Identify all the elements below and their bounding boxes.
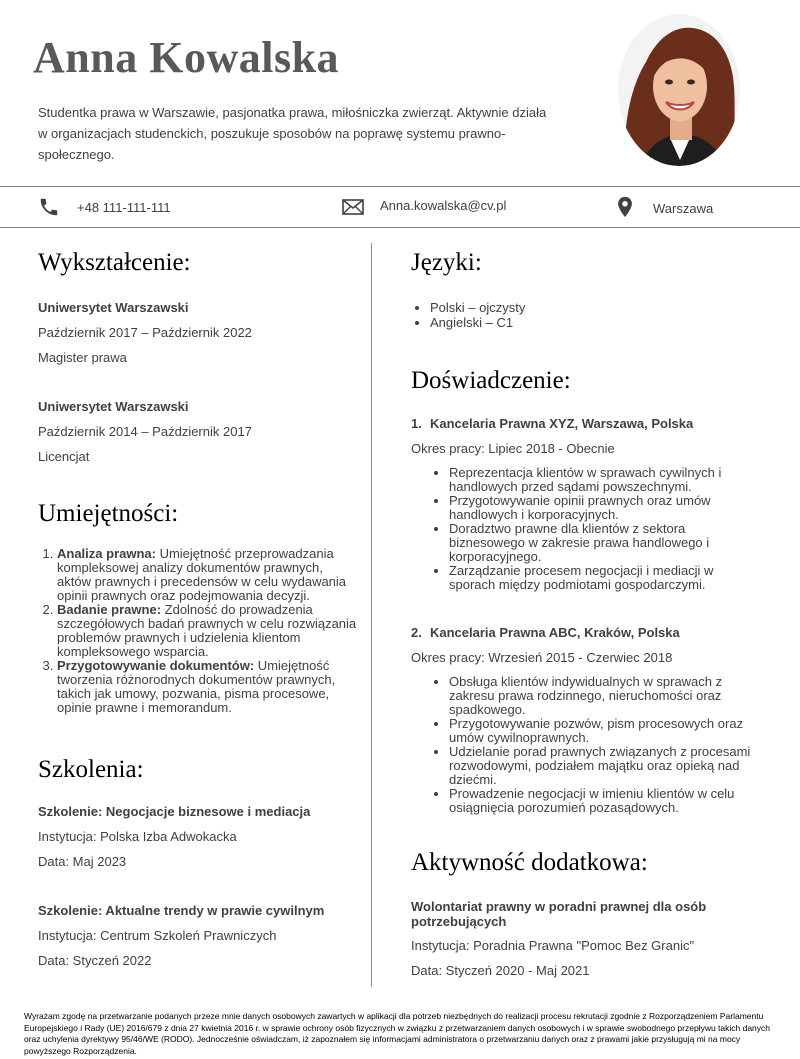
training-institution: Instytucja: Centrum Szkoleń Prawniczych	[38, 928, 277, 943]
education-heading: Wykształcenie:	[38, 249, 191, 276]
job-duties	[411, 466, 756, 592]
training-date: Data: Maj 2023	[38, 854, 127, 869]
training-entry	[38, 804, 358, 870]
activity-date: Data: Styczeń 2020 - Maj 2021	[411, 963, 590, 978]
skills-heading: Umiejętności:	[38, 500, 179, 527]
email-address[interactable]: Anna.kowalska@cv.pl	[380, 197, 507, 213]
training-name: Szkolenie: Aktualne trendy w prawie cywilnym	[38, 903, 325, 918]
duty-item: • Obsługa klientów indywidualnych w sprawach z zakresu prawa rodzinnego, nieruchomości oraz spadkowego.	[449, 675, 756, 717]
right-column	[411, 248, 756, 979]
envelope-icon	[342, 198, 364, 216]
duty-item: • Przygotowywanie pozwów, pism procesowych oraz umów cywilnoprawnych.	[449, 717, 756, 745]
experience-section	[411, 366, 756, 815]
gdpr-consent-clause: Wyrażam zgodę na przetwarzanie podanych przeze mnie danych osobowych zawartych w aplikacji dla potrzeb niezbędnych do realizacji procesu rekrutacji zgodnie z Rozporządzeniem Parlamentu Europejskiego i Rady (UE) 2016/679 z dnia 27 kwietnia 2016 r. w sprawie ochrony osób fizycznych w związku z przetwarzaniem danych osobowych i w sprawie swobodnego przepływu takich danych oraz uchylenia dyrektywy 95/46/WE (RODO). Jednocześnie oświadczam, iż zapoznałem się informacjami administratora o przetwarzaniu danych oraz z prawami jakie przysługują mi na mocy powyższego Rozporządzenia.	[24, 1011, 771, 1056]
education-entry	[38, 300, 358, 366]
city: Warszawa	[653, 200, 714, 216]
contact-phone	[38, 187, 171, 227]
contact-location	[616, 187, 713, 227]
activity-entry	[411, 899, 756, 979]
skill-item: 3. Przygotowywanie dokumentów: Umiejętność tworzenia różnorodnych dokumentów prawnych, takich jak umowy, pozwania, pisma procesowe, opinie prawne i memorandum.	[57, 659, 358, 715]
training-date: Data: Styczeń 2022	[38, 953, 152, 968]
contact-email	[342, 187, 506, 227]
school-name: Uniwersytet Warszawski	[38, 399, 189, 414]
phone-icon	[38, 196, 60, 218]
skill-item: 2. Badanie prawne: Zdolność do prowadzenia szczegółowych badań prawnych w celu rozwiązania problemów prawnych i udzielenia klientom kompleksowego wsparcia.	[57, 603, 358, 659]
training-entry	[38, 903, 358, 969]
skills-section	[38, 499, 358, 715]
job-entry	[411, 416, 756, 592]
duty-item: • Doradztwo prawne dla klientów z sektora biznesowego w zakresie prawa handlowego i korporacyjnego.	[449, 522, 756, 564]
location-pin-icon	[616, 196, 634, 218]
education-dates: Październik 2017 – Październik 2022	[38, 325, 252, 340]
left-column	[38, 248, 358, 969]
duty-item: • Udzielanie porad prawnych związanych z procesami rozwodowymi, podziałem majątku oraz opieką nad dziećmi.	[449, 745, 756, 787]
languages-list	[411, 300, 756, 330]
profile-summary: Studentka prawa w Warszawie, pasjonatka prawa, miłośniczka zwierząt. Aktywnie działa w organizacjach studenckich, poszukuje sposobów na poprawę systemu prawno-społecznego.	[38, 105, 547, 162]
language-item: • Polski – ojczysty	[430, 300, 756, 315]
contact-bar	[0, 186, 800, 228]
phone-number[interactable]: +48 111-111-111	[77, 199, 171, 215]
school-name: Uniwersytet Warszawski	[38, 300, 189, 315]
languages-section	[411, 248, 756, 330]
duty-item: • Zarządzanie procesem negocjacji i mediacji w sporach między podmiotami gospodarczymi.	[449, 564, 756, 592]
training-name: Szkolenie: Negocjacje biznesowe i mediacja	[38, 804, 311, 819]
activity-section	[411, 848, 756, 979]
skill-item: 1. Analiza prawna: Umiejętność przeprowadzania kompleksowej analizy dokumentów prawnych, aktów prawnych i precedensów w celu wydawania opinii prawnych oraz podejmowania decyzji.	[57, 547, 358, 603]
education-entry	[38, 399, 358, 465]
profile-photo	[618, 14, 740, 166]
language-item: • Angielski – C1	[430, 315, 756, 330]
job-period: Okres pracy: Wrzesień 2015 - Czerwiec 2018	[411, 650, 673, 665]
activity-name: Wolontariat prawny w poradni prawnej dla osób potrzebujących	[411, 899, 707, 929]
duty-item: • Reprezentacja klientów w sprawach cywilnych i handlowych przed sądami powszechnymi.	[449, 466, 756, 494]
trainings-heading: Szkolenia:	[38, 756, 144, 783]
degree: Magister prawa	[38, 350, 127, 365]
skills-list	[38, 547, 358, 715]
experience-heading: Doświadczenie:	[411, 367, 571, 394]
job-duties	[411, 675, 756, 815]
training-institution: Instytucja: Polska Izba Adwokacka	[38, 829, 237, 844]
duty-item: • Prowadzenie negocjacji w imieniu klientów w celu osiągnięcia porozumień pozasądowych.	[449, 787, 756, 815]
job-entry	[411, 625, 756, 815]
education-dates: Październik 2014 – Październik 2017	[38, 424, 252, 439]
activity-heading: Aktywność dodatkowa:	[411, 849, 648, 876]
activity-institution: Instytucja: Poradnia Prawna "Pomoc Bez Granic"	[411, 938, 695, 953]
candidate-name: Anna Kowalska	[33, 33, 340, 82]
job-period: Okres pracy: Lipiec 2018 - Obecnie	[411, 441, 615, 456]
column-divider	[371, 243, 372, 987]
languages-heading: Języki:	[411, 249, 482, 276]
job-title: 1. Kancelaria Prawna XYZ, Warszawa, Polska	[411, 416, 694, 431]
education-section	[38, 248, 358, 465]
degree: Licencjat	[38, 449, 90, 464]
duty-item: • Przygotowywanie opinii prawnych oraz umów handlowych i korporacyjnych.	[449, 494, 756, 522]
job-title: 2. Kancelaria Prawna ABC, Kraków, Polska	[411, 625, 680, 640]
trainings-section	[38, 755, 358, 969]
